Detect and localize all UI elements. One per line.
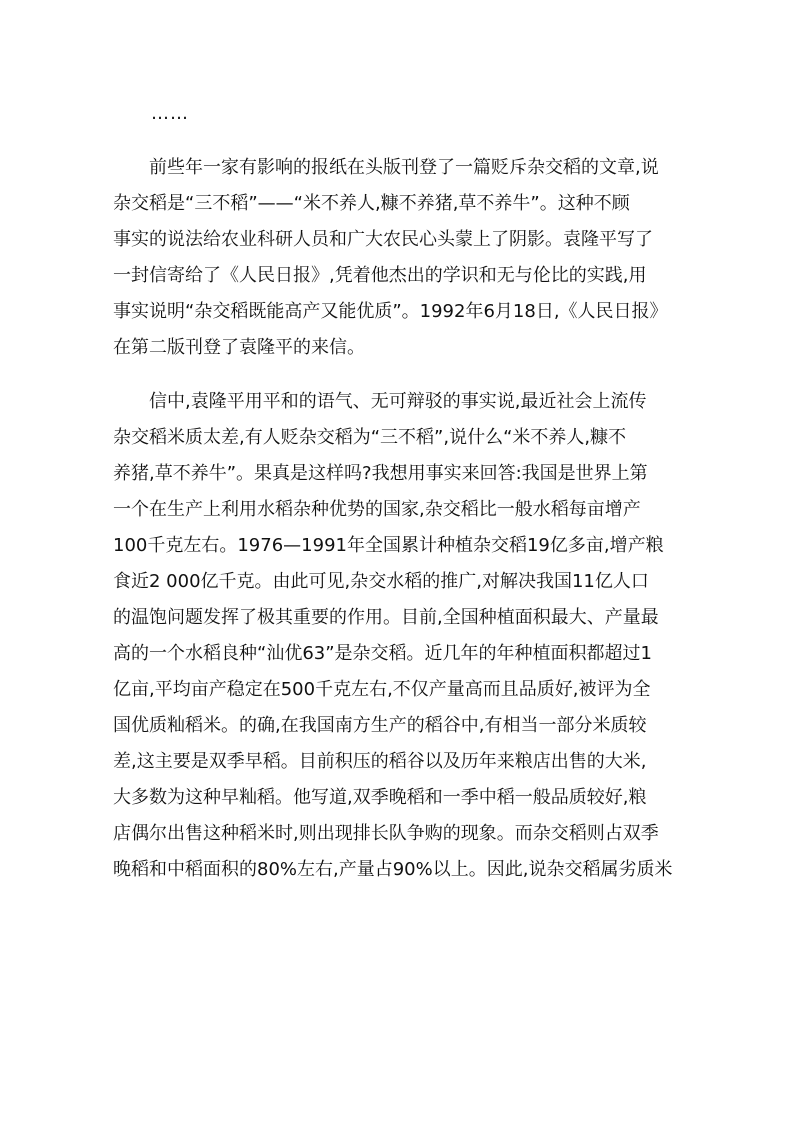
paragraph-line: 事实的说法给农业科研人员和广大农民心头蒙上了阴影。袁隆平写了 <box>113 229 653 250</box>
ellipsis-mark: …… <box>151 103 189 124</box>
paragraph-line: 大多数为这种早籼稻。他写道,双季晚稻和一季中稻一般品质较好,粮 <box>113 787 647 808</box>
paragraph-line: 晚稻和中稻面积的80%左右,产量占90%以上。因此,说杂交稻属劣质米 <box>113 859 673 880</box>
paragraph-line: 信中,袁隆平用平和的语气、无可辩驳的事实说,最近社会上流传 <box>149 391 647 412</box>
paragraph-line: 国优质籼稻米。的确,在我国南方生产的稻谷中,有相当一部分米质较 <box>113 715 647 736</box>
paragraph-gap <box>113 366 685 384</box>
article-body <box>113 96 685 888</box>
paragraph-line: 店偶尔出售这种稻米时,则出现排长队争购的现象。而杂交稻则占双季 <box>113 823 659 844</box>
paragraph-line: 前些年一家有影响的报纸在头版刊登了一篇贬斥杂交稻的文章,说 <box>149 157 659 178</box>
paragraph-line: 事实说明“杂交稻既能高产又能优质”。1992年6月18日,《人民日报》 <box>113 301 668 322</box>
paragraph-line: 亿亩,平均亩产稳定在500千克左右,不仅产量高而且品质好,被评为全 <box>113 679 651 700</box>
paragraph-line: 的温饱问题发挥了极其重要的作用。目前,全国种植面积最大、产量最 <box>113 607 659 628</box>
paragraph-line: 杂交稻是“三不稻”——“米不养人,糠不养猪,草不养牛”。这种不顾 <box>113 193 630 214</box>
paragraph-line: 在第二版刊登了袁隆平的来信。 <box>113 337 365 358</box>
paragraph-1 <box>113 150 685 366</box>
paragraph-gap <box>113 132 685 150</box>
paragraph-line: 一个在生产上利用水稻杂种优势的国家,杂交稻比一般水稻每亩增产 <box>113 499 641 520</box>
paragraph-line: 杂交稻米质太差,有人贬杂交稻为“三不稻”,说什么“米不养人,糠不 <box>113 427 627 448</box>
paragraph-line: 高的一个水稻良种“汕优63”是杂交稻。近几年的年种植面积都超过1 <box>113 643 653 664</box>
paragraph-2 <box>113 384 685 888</box>
paragraph-line: 100千克左右。1976—1991年全国累计种植杂交稻19亿多亩,增产粮 <box>113 535 664 556</box>
paragraph-line: 食近2 000亿千克。由此可见,杂交水稻的推广,对解决我国11亿人口 <box>113 571 649 592</box>
paragraph-line: 养猪,草不养牛”。果真是这样吗?我想用事实来回答:我国是世界上第 <box>113 463 648 484</box>
paragraph-line: 差,这主要是双季早稻。目前积压的稻谷以及历年来粮店出售的大米, <box>113 751 647 772</box>
paragraph-line: 一封信寄给了《人民日报》,凭着他杰出的学识和无与伦比的实践,用 <box>113 265 647 286</box>
